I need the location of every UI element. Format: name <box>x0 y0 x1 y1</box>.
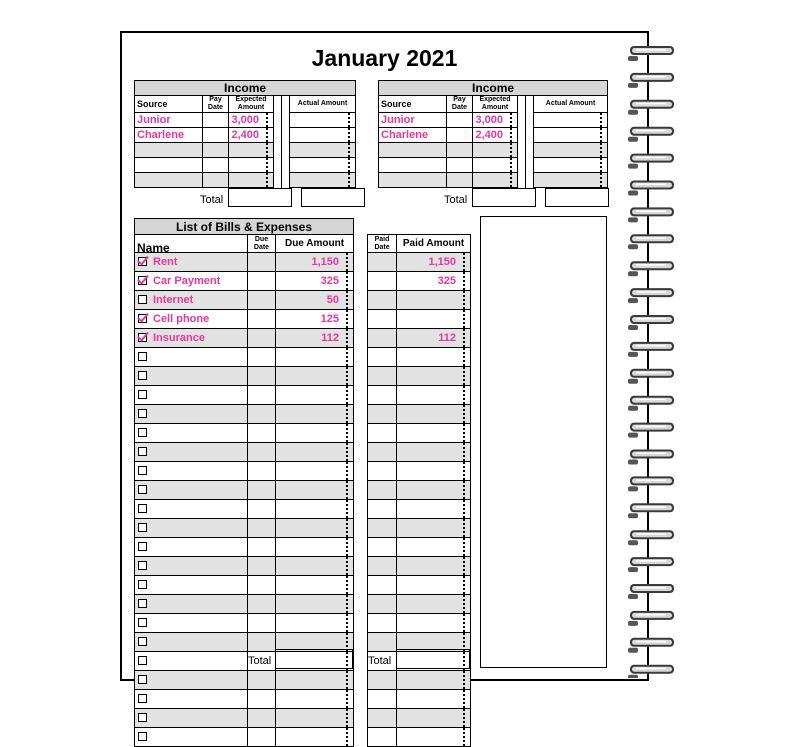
bill-paid-amount[interactable] <box>397 671 471 690</box>
bill-paid-amount[interactable] <box>397 348 471 367</box>
bill-paid-checkbox[interactable] <box>138 637 147 646</box>
bill-due-date[interactable] <box>248 253 276 272</box>
bill-paid-amount[interactable] <box>397 386 471 405</box>
bill-paid-amount[interactable] <box>397 728 471 747</box>
income-row <box>379 158 608 173</box>
bill-due-date[interactable] <box>248 272 276 291</box>
bill-due-date[interactable] <box>248 291 276 310</box>
bill-paid-amount[interactable] <box>397 367 471 386</box>
bills-total-label: Total <box>248 655 272 667</box>
bill-paid-amount[interactable] <box>397 291 471 310</box>
income-table-left <box>134 80 356 188</box>
bill-row <box>135 424 471 443</box>
bill-due-amount[interactable] <box>276 671 354 690</box>
bill-row <box>135 462 471 481</box>
income-pay-date[interactable] <box>203 143 229 158</box>
bill-paid-checkbox[interactable] <box>138 599 147 608</box>
bill-paid-amount[interactable] <box>397 690 471 709</box>
bill-paid-checkbox[interactable] <box>138 295 147 304</box>
bills-header: List of Bills & Expenses <box>135 219 354 235</box>
bill-paid-amount[interactable] <box>397 595 471 614</box>
bill-row <box>135 329 471 348</box>
bill-paid-date[interactable] <box>368 367 397 386</box>
bill-row <box>135 690 471 709</box>
income-source[interactable] <box>379 173 447 188</box>
income-source[interactable]: Charlene <box>379 128 447 143</box>
bill-paid-amount[interactable] <box>397 462 471 481</box>
bill-row <box>135 386 471 405</box>
col-actual: Actual Amount <box>290 96 356 113</box>
bill-due-date[interactable] <box>248 728 276 747</box>
income-pay-date[interactable] <box>203 128 229 143</box>
bill-paid-amount[interactable] <box>397 557 471 576</box>
income-expected[interactable] <box>473 173 518 188</box>
income-row <box>379 143 608 158</box>
income-source[interactable] <box>379 158 447 173</box>
bill-row <box>135 557 471 576</box>
col-due-date: Due Date <box>248 235 276 253</box>
bill-paid-amount[interactable] <box>397 481 471 500</box>
bill-paid-checkbox[interactable] <box>138 580 147 589</box>
bill-due-amount[interactable] <box>276 557 354 576</box>
bill-due-date[interactable] <box>248 443 276 462</box>
income-row <box>135 158 356 173</box>
bill-due-amount[interactable] <box>276 500 354 519</box>
bills-paid-total-label: Total <box>368 655 392 667</box>
income-actual[interactable] <box>290 128 356 143</box>
planner-page <box>120 31 649 681</box>
income-actual[interactable] <box>290 158 356 173</box>
bill-due-date[interactable] <box>248 481 276 500</box>
income-actual[interactable] <box>534 143 608 158</box>
notes-box[interactable] <box>480 216 607 668</box>
income-actual[interactable] <box>534 173 608 188</box>
spiral-coil <box>628 100 674 115</box>
income-pay-date[interactable] <box>447 158 473 173</box>
income-expected-total[interactable] <box>228 188 292 207</box>
col-name: Name <box>135 235 248 253</box>
col-expected: Expected Amount <box>229 96 274 113</box>
bill-due-date[interactable] <box>248 367 276 386</box>
bill-paid-date[interactable] <box>368 538 397 557</box>
bill-paid-checkbox[interactable] <box>138 447 147 456</box>
bill-due-amount[interactable] <box>276 576 354 595</box>
bill-paid-date[interactable] <box>368 728 397 747</box>
bill-name[interactable]: Cell phone <box>153 312 210 325</box>
income-source[interactable] <box>135 173 203 188</box>
bill-paid-date[interactable] <box>368 500 397 519</box>
bill-paid-amount[interactable] <box>397 614 471 633</box>
bill-paid-checkbox[interactable] <box>138 371 147 380</box>
income-expected[interactable]: 3,000 <box>473 113 518 128</box>
bills-due-total[interactable] <box>275 649 353 669</box>
bill-paid-date[interactable] <box>368 405 397 424</box>
bill-row <box>135 709 471 728</box>
col-paid-date: Paid Date <box>368 235 397 253</box>
bill-due-amount[interactable] <box>276 462 354 481</box>
bill-paid-date[interactable] <box>368 329 397 348</box>
spiral-coil <box>628 207 674 222</box>
bill-due-amount[interactable] <box>276 443 354 462</box>
bill-paid-date[interactable] <box>368 443 397 462</box>
bill-due-date[interactable] <box>248 709 276 728</box>
income-total-label: Total <box>200 194 224 206</box>
bill-paid-date[interactable] <box>368 595 397 614</box>
bill-due-date[interactable] <box>248 633 276 652</box>
bill-due-date[interactable] <box>248 519 276 538</box>
bill-paid-date[interactable] <box>368 253 397 272</box>
spiral-coil <box>628 288 674 303</box>
bill-paid-date[interactable] <box>368 557 397 576</box>
bill-paid-date[interactable] <box>368 633 397 652</box>
bill-due-date[interactable] <box>248 557 276 576</box>
income-expected[interactable] <box>229 173 274 188</box>
bill-paid-date[interactable] <box>368 291 397 310</box>
bill-paid-amount[interactable] <box>397 443 471 462</box>
bill-row <box>135 728 471 747</box>
bill-row <box>135 500 471 519</box>
spiral-coil <box>628 503 674 518</box>
bill-row <box>135 443 471 462</box>
bill-paid-amount[interactable]: 1,150 <box>397 253 471 272</box>
bill-row <box>135 538 471 557</box>
bill-paid-date[interactable] <box>368 671 397 690</box>
bill-paid-checkbox[interactable] <box>138 352 147 361</box>
bill-due-amount[interactable] <box>276 614 354 633</box>
income-expected[interactable] <box>229 143 274 158</box>
bill-due-date[interactable] <box>248 405 276 424</box>
income-expected[interactable] <box>473 143 518 158</box>
spiral-coil <box>628 450 674 465</box>
income-actual[interactable] <box>534 113 608 128</box>
bill-due-amount[interactable]: 50 <box>276 291 354 310</box>
bill-due-amount[interactable] <box>276 367 354 386</box>
income-expected[interactable] <box>473 158 518 173</box>
spiral-coil <box>628 611 674 626</box>
bill-row <box>135 595 471 614</box>
income-source[interactable]: Junior <box>135 113 203 128</box>
income-pay-date[interactable] <box>447 128 473 143</box>
income-source[interactable] <box>135 158 203 173</box>
bill-due-amount[interactable] <box>276 538 354 557</box>
income-actual[interactable] <box>290 173 356 188</box>
bill-row <box>135 310 471 329</box>
income-table-right <box>378 80 608 188</box>
bill-paid-date[interactable] <box>368 462 397 481</box>
bill-row <box>135 405 471 424</box>
income-expected[interactable]: 2,400 <box>229 128 274 143</box>
bill-paid-date[interactable] <box>368 424 397 443</box>
bill-paid-amount[interactable]: 112 <box>397 329 471 348</box>
spiral-coil <box>628 46 674 61</box>
bill-paid-checkbox[interactable] <box>138 523 147 532</box>
bill-due-date[interactable] <box>248 538 276 557</box>
spiral-coil <box>628 638 674 653</box>
bill-name[interactable]: Insurance <box>153 331 205 344</box>
bill-paid-checkbox[interactable] <box>138 542 147 551</box>
bill-paid-checkbox[interactable] <box>138 675 147 684</box>
bill-due-date[interactable] <box>248 671 276 690</box>
bill-paid-amount[interactable] <box>397 709 471 728</box>
bill-paid-checkbox[interactable] <box>138 656 147 665</box>
income-pay-date[interactable] <box>203 173 229 188</box>
bill-paid-amount[interactable]: 325 <box>397 272 471 291</box>
bill-paid-checkbox[interactable] <box>138 333 147 342</box>
bill-paid-checkbox[interactable] <box>138 257 147 266</box>
spiral-coil <box>628 530 674 545</box>
col-source: Source <box>135 96 203 113</box>
bill-due-date[interactable] <box>248 690 276 709</box>
income-total-label: Total <box>444 194 468 206</box>
bill-due-date[interactable] <box>248 595 276 614</box>
bill-due-date[interactable] <box>248 310 276 329</box>
income-row <box>379 128 608 143</box>
bill-due-date[interactable] <box>248 348 276 367</box>
bill-due-amount[interactable]: 125 <box>276 310 354 329</box>
bill-row <box>135 272 471 291</box>
income-header: Income <box>135 81 356 96</box>
income-row <box>379 173 608 188</box>
bill-due-amount[interactable] <box>276 728 354 747</box>
bill-paid-checkbox[interactable] <box>138 390 147 399</box>
bill-paid-checkbox[interactable] <box>138 504 147 513</box>
bill-row <box>135 519 471 538</box>
bill-name[interactable]: Rent <box>153 255 178 268</box>
bill-due-date[interactable] <box>248 614 276 633</box>
bill-paid-checkbox[interactable] <box>138 314 147 323</box>
col-pay-date: Pay Date <box>203 96 229 113</box>
bill-paid-date[interactable] <box>368 386 397 405</box>
income-expected[interactable] <box>229 158 274 173</box>
bill-paid-date[interactable] <box>368 310 397 329</box>
bills-paid-total[interactable] <box>396 649 470 669</box>
spiral-coil <box>628 127 674 142</box>
spiral-coil <box>628 315 674 330</box>
bill-paid-checkbox[interactable] <box>138 276 147 285</box>
spiral-coil <box>628 396 674 411</box>
income-source[interactable] <box>379 143 447 158</box>
income-actual-total[interactable] <box>545 188 609 207</box>
income-actual[interactable] <box>534 128 608 143</box>
spiral-coil <box>628 234 674 249</box>
income-header: Income <box>379 81 608 96</box>
bill-due-date[interactable] <box>248 462 276 481</box>
spiral-coil <box>628 665 674 678</box>
bill-paid-date[interactable] <box>368 519 397 538</box>
bill-paid-checkbox[interactable] <box>138 466 147 475</box>
spiral-coil <box>628 73 674 88</box>
bill-paid-checkbox[interactable] <box>138 732 147 741</box>
bill-due-date[interactable] <box>248 386 276 405</box>
bill-row <box>135 367 471 386</box>
spiral-coil <box>628 584 674 599</box>
bill-paid-date[interactable] <box>368 690 397 709</box>
bill-due-date[interactable] <box>248 500 276 519</box>
bill-due-amount[interactable] <box>276 709 354 728</box>
col-expected: Expected Amount <box>473 96 518 113</box>
bill-paid-amount[interactable] <box>397 405 471 424</box>
income-row <box>135 173 356 188</box>
spiral-binding <box>628 38 676 678</box>
col-paid-amount: Paid Amount <box>397 235 471 253</box>
bill-row <box>135 614 471 633</box>
income-actual[interactable] <box>290 113 356 128</box>
bill-paid-amount[interactable] <box>397 538 471 557</box>
income-expected-total[interactable] <box>472 188 536 207</box>
bill-paid-date[interactable] <box>368 348 397 367</box>
bill-paid-checkbox[interactable] <box>138 485 147 494</box>
bill-row <box>135 671 471 690</box>
bill-due-date[interactable] <box>248 424 276 443</box>
bill-due-amount[interactable]: 325 <box>276 272 354 291</box>
income-row <box>135 128 356 143</box>
income-expected[interactable]: 2,400 <box>473 128 518 143</box>
bill-paid-checkbox[interactable] <box>138 409 147 418</box>
bill-paid-checkbox[interactable] <box>138 428 147 437</box>
bill-paid-date[interactable] <box>368 709 397 728</box>
page-title: January 2021 <box>311 45 458 71</box>
bill-paid-checkbox[interactable] <box>138 561 147 570</box>
bill-paid-amount[interactable] <box>397 519 471 538</box>
bill-due-amount[interactable] <box>276 405 354 424</box>
bill-due-date[interactable] <box>248 329 276 348</box>
spiral-coil <box>628 261 674 276</box>
income-pay-date[interactable] <box>447 143 473 158</box>
bill-paid-checkbox[interactable] <box>138 713 147 722</box>
bill-due-amount[interactable] <box>276 348 354 367</box>
bill-paid-date[interactable] <box>368 272 397 291</box>
spiral-coil <box>628 557 674 572</box>
income-actual[interactable] <box>290 143 356 158</box>
bill-due-amount[interactable]: 1,150 <box>276 253 354 272</box>
spiral-coil <box>628 154 674 169</box>
bill-name[interactable]: Internet <box>153 293 194 306</box>
bill-paid-amount[interactable] <box>397 310 471 329</box>
col-pay-date: Pay Date <box>447 96 473 113</box>
spiral-coil <box>628 476 674 491</box>
income-row <box>379 113 608 128</box>
bill-paid-checkbox[interactable] <box>138 694 147 703</box>
bill-paid-amount[interactable] <box>397 500 471 519</box>
spiral-coil <box>628 342 674 357</box>
bill-due-amount[interactable] <box>276 424 354 443</box>
bill-due-amount[interactable] <box>276 481 354 500</box>
income-row <box>135 113 356 128</box>
income-actual[interactable] <box>534 158 608 173</box>
bill-due-amount[interactable] <box>276 519 354 538</box>
spiral-coil <box>628 181 674 196</box>
bill-due-date[interactable] <box>248 576 276 595</box>
bill-paid-checkbox[interactable] <box>138 618 147 627</box>
bill-paid-amount[interactable] <box>397 576 471 595</box>
income-expected[interactable]: 3,000 <box>229 113 274 128</box>
col-source: Source <box>379 96 447 113</box>
income-pay-date[interactable] <box>447 173 473 188</box>
bill-due-amount[interactable] <box>276 386 354 405</box>
bill-due-amount[interactable] <box>276 595 354 614</box>
bill-paid-amount[interactable] <box>397 424 471 443</box>
spiral-coil <box>628 369 674 384</box>
bill-row <box>135 253 471 272</box>
col-due-amount: Due Amount <box>276 235 354 253</box>
income-pay-date[interactable] <box>203 158 229 173</box>
income-source[interactable]: Junior <box>379 113 447 128</box>
bill-paid-date[interactable] <box>368 576 397 595</box>
bill-due-amount[interactable] <box>276 690 354 709</box>
income-source[interactable] <box>135 143 203 158</box>
income-pay-date[interactable] <box>203 113 229 128</box>
bill-name[interactable]: Car Payment <box>153 274 221 287</box>
bill-row <box>135 291 471 310</box>
bill-row <box>135 576 471 595</box>
income-row <box>135 143 356 158</box>
bill-due-amount[interactable]: 112 <box>276 329 354 348</box>
income-pay-date[interactable] <box>447 113 473 128</box>
income-source[interactable]: Charlene <box>135 128 203 143</box>
income-actual-total[interactable] <box>301 188 365 207</box>
spiral-coil <box>628 423 674 438</box>
col-actual: Actual Amount <box>534 96 608 113</box>
bill-row <box>135 348 471 367</box>
bill-row <box>135 481 471 500</box>
bill-paid-date[interactable] <box>368 481 397 500</box>
bill-paid-date[interactable] <box>368 614 397 633</box>
